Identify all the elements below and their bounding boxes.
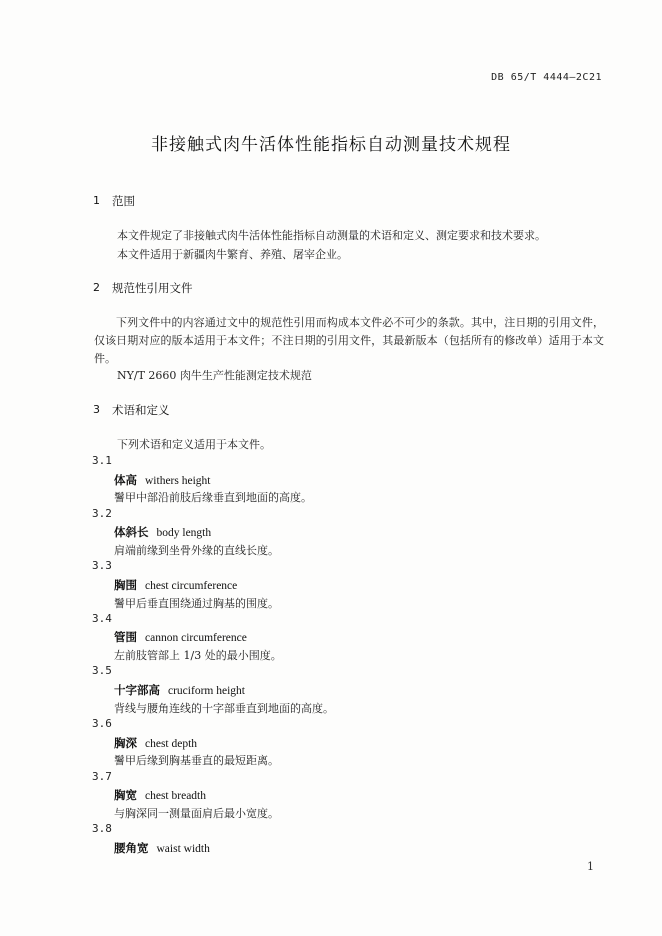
- page-number: 1: [587, 860, 594, 873]
- term-name-en: cruciform height: [168, 685, 245, 697]
- section-number: 3: [93, 403, 100, 416]
- term-heading: [114, 840, 210, 856]
- term-name-zh: 胸深: [114, 736, 137, 750]
- term-name-zh: 胸围: [114, 578, 137, 592]
- term-definition: 肩端前缘到坐骨外缘的直线长度。: [114, 544, 279, 557]
- term-number: 3.3: [92, 559, 112, 572]
- term-number: 3.4: [92, 612, 112, 625]
- term-name-en: cannon circumference: [145, 632, 247, 644]
- term-name-zh: 腰角宽: [114, 841, 149, 855]
- term-definition: 与胸深同一测量面肩后最小宽度。: [114, 807, 279, 820]
- term-definition: 鬐甲后缘到胸基垂直的最短距离。: [114, 754, 279, 767]
- reference-entry: NY/T 2660 肉牛生产性能测定技术规范: [117, 369, 312, 382]
- term-heading: [114, 629, 247, 645]
- term-number: 3.7: [92, 770, 112, 783]
- term-number: 3.5: [92, 664, 112, 677]
- term-name-zh: 体高: [114, 473, 137, 487]
- section-title: 范围: [112, 194, 135, 208]
- term-heading: [114, 472, 210, 488]
- term-name-zh: 管围: [114, 630, 137, 644]
- term-definition: 左前肢管部上 1/3 处的最小围度。: [114, 649, 282, 662]
- term-name-en: waist width: [156, 843, 210, 855]
- section-title: 术语和定义: [112, 403, 170, 417]
- paragraph: 本文件适用于新疆肉牛繁育、养殖、屠宰企业。: [117, 248, 348, 261]
- page-title: 非接触式肉牛活体性能指标自动测量技术规程: [151, 135, 511, 155]
- section-number: 1: [93, 194, 100, 207]
- term-number: 3.6: [92, 717, 112, 730]
- term-number: 3.8: [92, 822, 112, 835]
- term-heading: [114, 735, 197, 751]
- term-name-zh: 胸宽: [114, 788, 137, 802]
- term-name-en: chest breadth: [145, 790, 206, 802]
- term-name-zh: 体斜长: [114, 525, 149, 539]
- term-number: 3.1: [92, 454, 112, 467]
- term-heading: [114, 577, 237, 593]
- term-number: 3.2: [92, 507, 112, 520]
- term-heading: [114, 524, 211, 540]
- term-heading: [114, 682, 245, 698]
- section-number: 2: [93, 281, 100, 294]
- paragraph: 下列文件中的内容通过文中的规范性引用而构成本文件必不可少的条款。其中，注日期的引用文件，仅该日期对应的版本适用于本文件；不注日期的引用文件，其最新版本（包括所有的修改单）适用于本文件。: [94, 316, 604, 365]
- section-title: 规范性引用文件: [112, 281, 193, 295]
- term-heading: [114, 787, 206, 803]
- term-name-en: body length: [156, 527, 212, 539]
- term-name-en: chest depth: [145, 738, 198, 750]
- paragraph: 本文件规定了非接触式肉牛活体性能指标自动测量的术语和定义、测定要求和技术要求。: [117, 229, 546, 242]
- term-definition: 背线与腰角连线的十字部垂直到地面的高度。: [114, 702, 334, 715]
- document-id: DB 65/T 4444—2C21: [491, 72, 602, 83]
- term-definition: 鬐甲中部沿前肢后缘垂直到地面的高度。: [114, 491, 312, 504]
- term-name-en: withers height: [145, 475, 211, 487]
- term-name-zh: 十字部高: [114, 683, 160, 697]
- paragraph: 下列术语和定义适用于本文件。: [117, 438, 271, 451]
- term-definition: 鬐甲后垂直围绕通过胸基的围度。: [114, 597, 279, 610]
- term-name-en: chest circumference: [145, 580, 238, 592]
